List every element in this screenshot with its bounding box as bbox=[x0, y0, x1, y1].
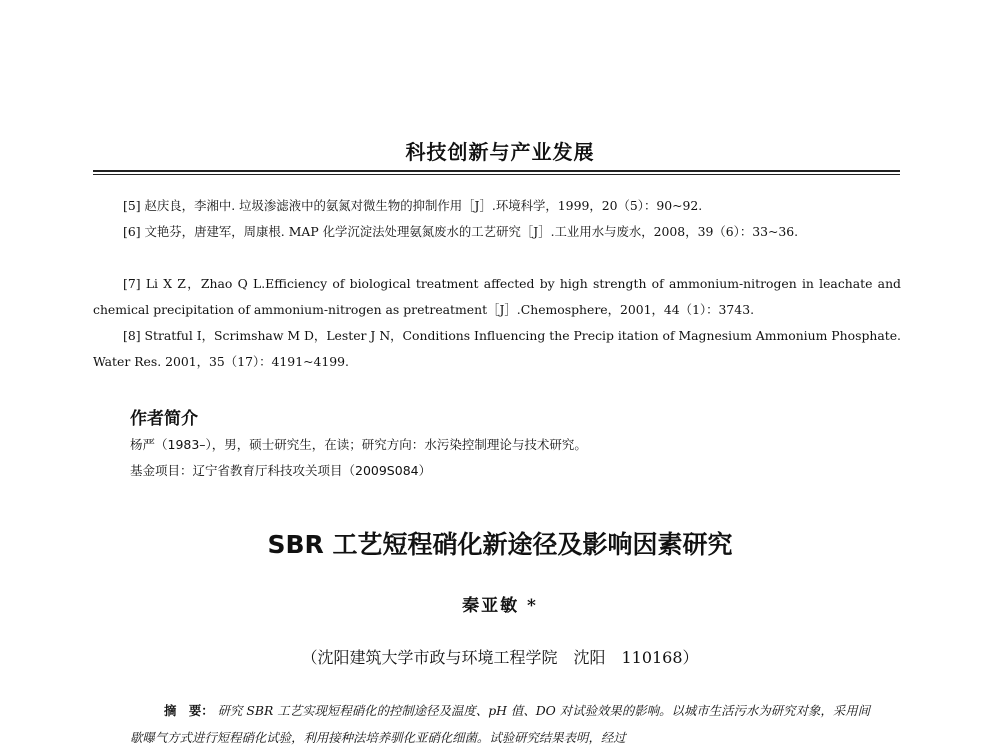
reference-5 bbox=[93, 193, 901, 219]
reference-number: [8] bbox=[123, 328, 141, 343]
header-rule-thin bbox=[93, 174, 900, 175]
reference-text: Li X Z，Zhao Q L.Efficiency of biological treatment affected by high strength of ammonium-nitrogen in leachate and chemical precipitation of ammonium-nitrogen as pretreatment［J］.Chemosphere，2001，44（1）：3743. bbox=[93, 276, 901, 317]
reference-7 bbox=[93, 271, 901, 323]
reference-number: [6] bbox=[123, 224, 141, 239]
author-bio-line: 杨严（1983–），男，硕士研究生，在读；研究方向：水污染控制理论与技术研究。 bbox=[130, 437, 587, 452]
paper-author: 秦亚敏 * bbox=[462, 596, 538, 616]
reference-6 bbox=[93, 219, 901, 245]
reference-8 bbox=[93, 323, 901, 375]
abstract bbox=[130, 697, 870, 751]
paper-title: SBR 工艺短程硝化新途径及影响因素研究 bbox=[267, 530, 733, 559]
journal-header: 科技创新与产业发展 bbox=[405, 140, 595, 164]
header-rule-thick bbox=[93, 170, 900, 172]
reference-text: 赵庆良，李湘中. 垃圾渗滤液中的氨氮对微生物的抑制作用［J］.环境科学，1999，20（5）：90~92. bbox=[144, 198, 703, 213]
funding-line: 基金项目：辽宁省教育厅科技攻关项目（2009S084） bbox=[130, 463, 432, 478]
reference-text: 文艳芬，唐建军，周康根. MAP 化学沉淀法处理氨氮废水的工艺研究［J］.工业用水与废水，2008，39（6）：33~36. bbox=[144, 224, 799, 239]
paper-affiliation: （沈阳建筑大学市政与环境工程学院 沈阳 110168） bbox=[301, 648, 699, 667]
reference-number: [7] bbox=[123, 276, 141, 291]
abstract-label: 摘 要： bbox=[164, 703, 214, 718]
reference-text: Stratful I，Scrimshaw M D，Lester J N，Conditions Influencing the Precip itation of Magnesium Ammonium Phosphate. Water Res. 2001，35（17）：4191~4199. bbox=[93, 328, 901, 369]
author-bio-title: 作者简介 bbox=[130, 409, 198, 429]
abstract-text: 研究 SBR 工艺实现短程硝化的控制途径及温度、pH 值、DO 对试验效果的影响。以城市生活污水为研究对象，采用间歇曝气方式进行短程硝化试验，利用接种法培养驯化亚硝化细菌。试验研究结果表明，经过 bbox=[130, 703, 870, 745]
reference-number: [5] bbox=[123, 198, 141, 213]
